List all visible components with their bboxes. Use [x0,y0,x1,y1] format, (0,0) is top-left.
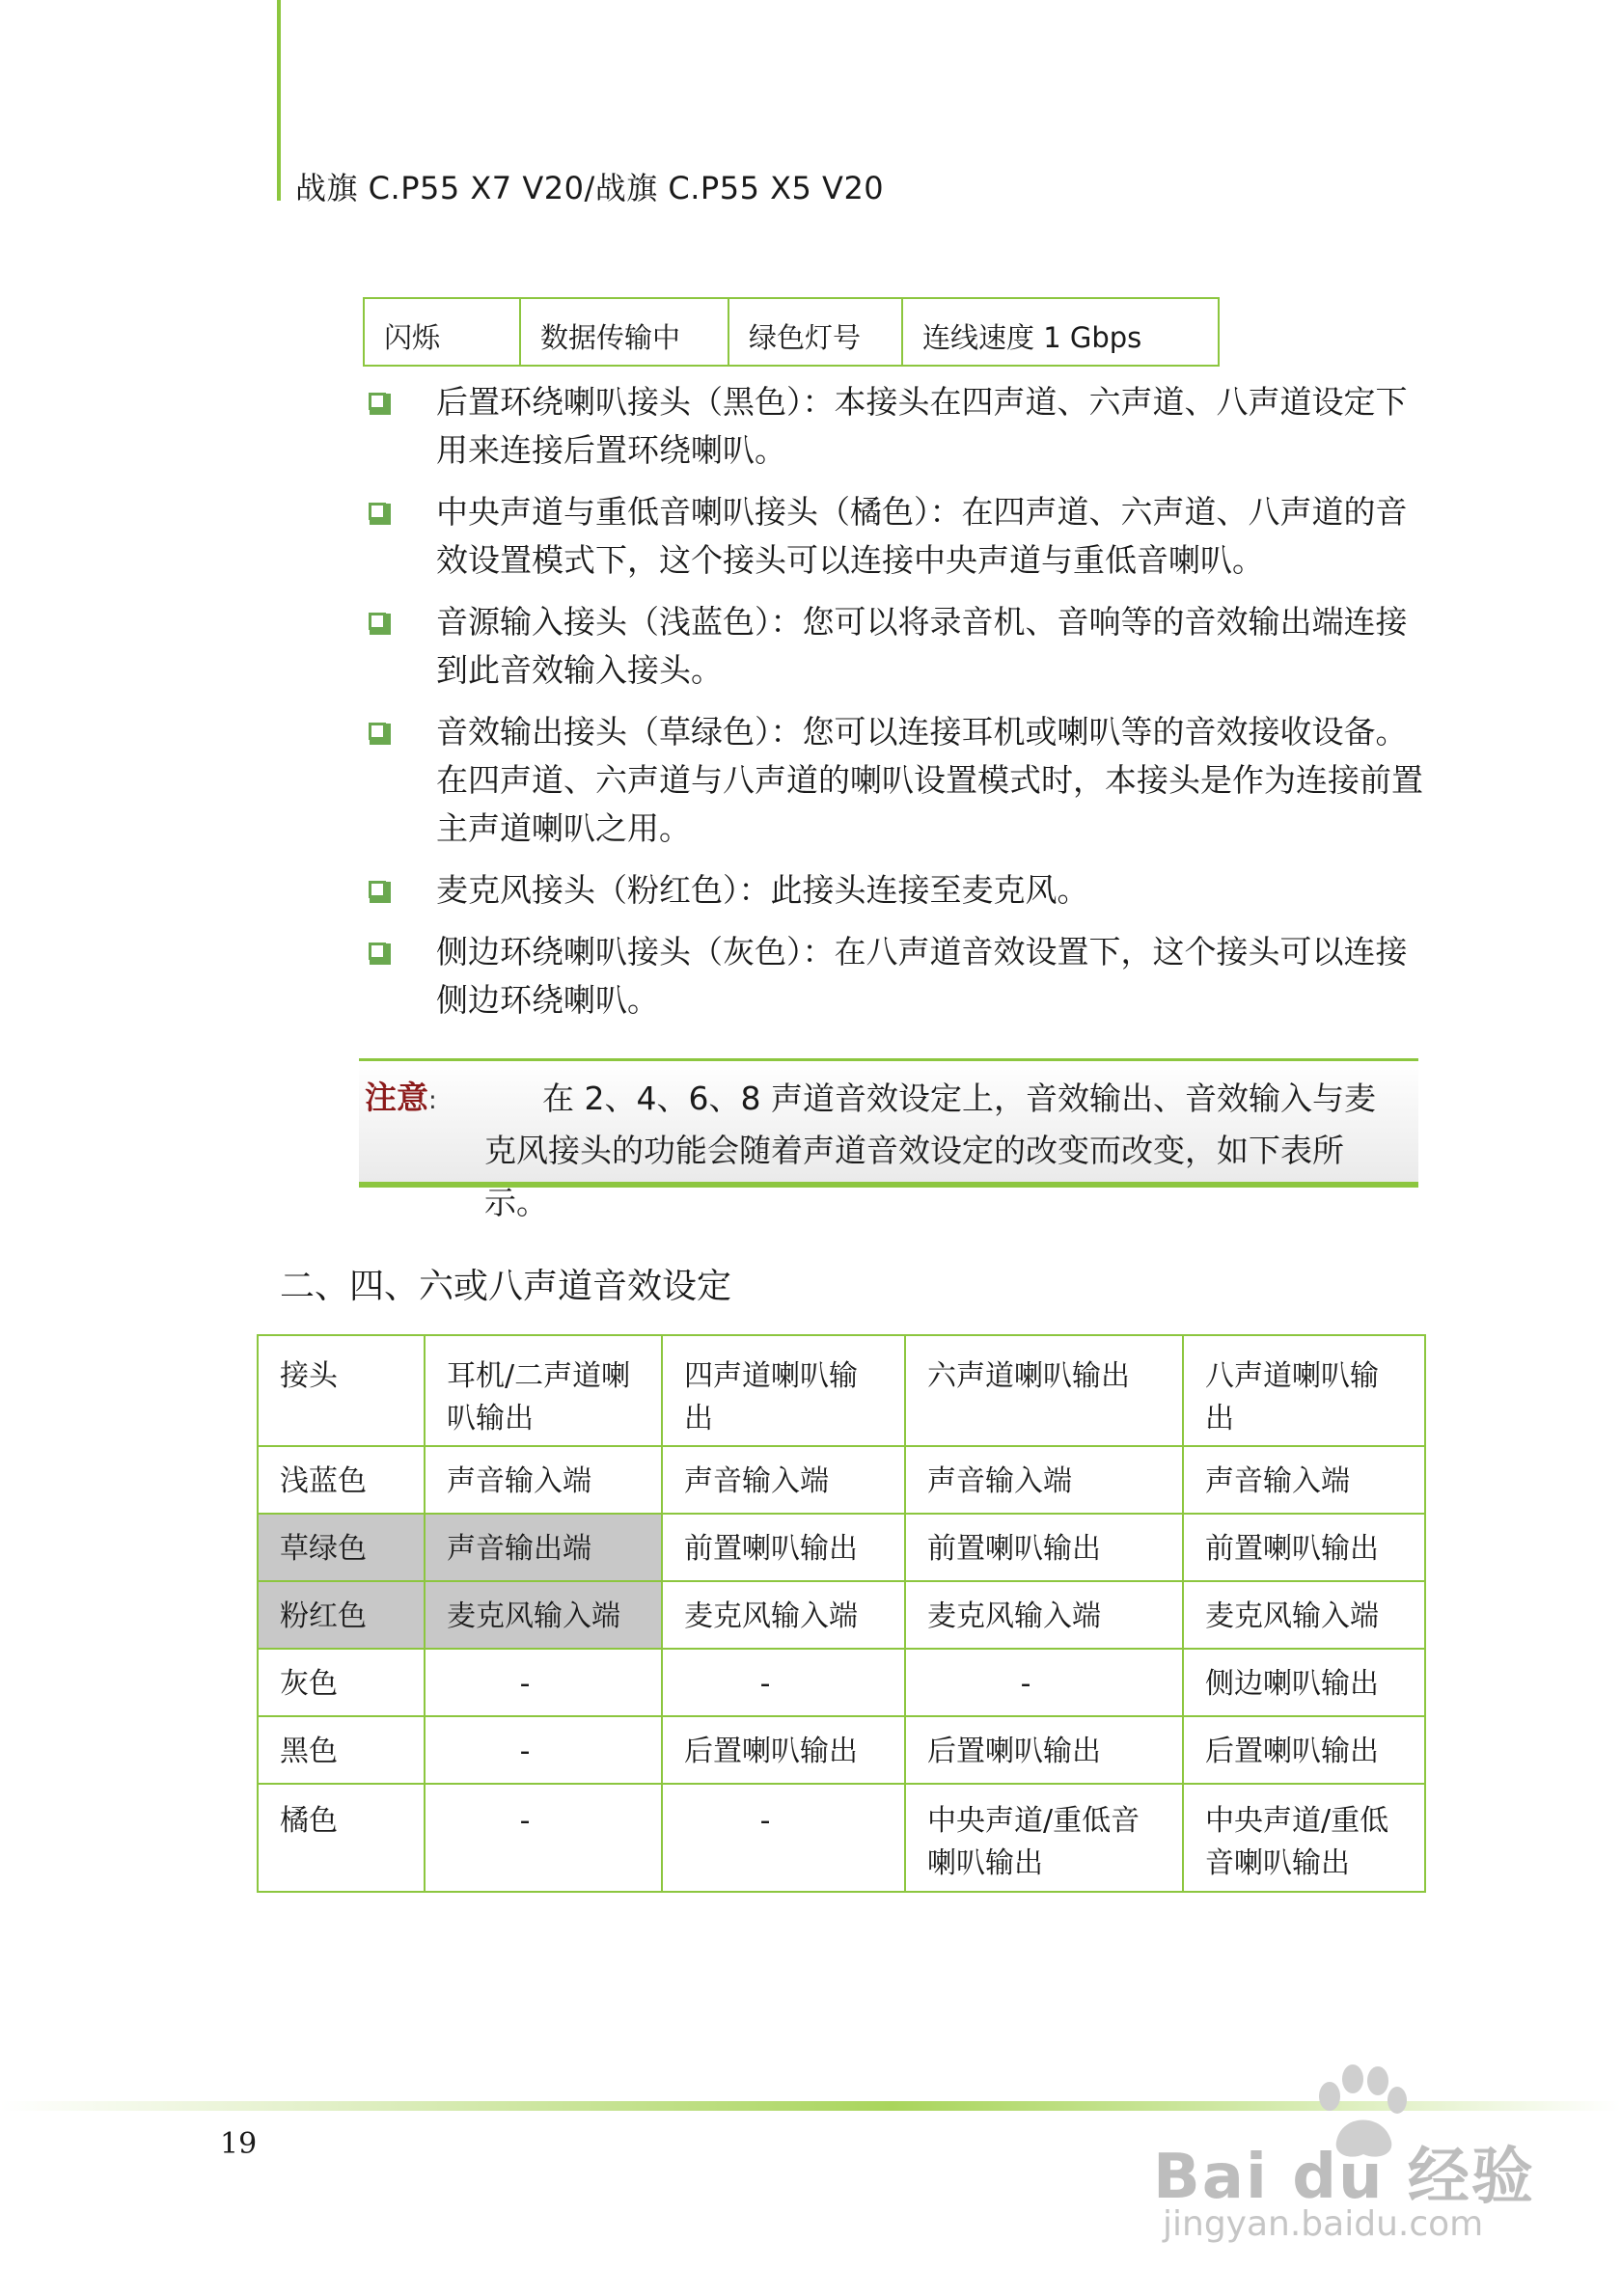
section-title: 二、四、六或八声道音效设定 [280,1267,732,1306]
table-row [364,298,1219,366]
list-item [365,928,1426,1025]
baidu-watermark [1153,2060,1558,2243]
table-row [258,1716,1425,1784]
list-item-text: 后置环绕喇叭接头（黑色）：本接头在四声道、六声道、八声道设定下用来连接后置环绕喇叭。 [436,383,1408,469]
checkbox-bullet-icon [369,393,386,410]
column-header: 接头 [258,1335,425,1446]
list-item-text: 中央声道与重低音喇叭接头（橘色）：在四声道、六声道、八声道的音效设置模式下，这个接头可以连接中央声道与重低音喇叭。 [436,493,1408,579]
table-cell: 声音输入端 [1183,1446,1425,1514]
column-header: 六声道喇叭输出 [905,1335,1183,1446]
jack-description-list [365,378,1426,1038]
table-cell: 中央声道/重低音喇叭输出 [1183,1784,1425,1892]
note-label [365,1073,437,1118]
checkbox-bullet-icon [369,723,386,740]
table-row [258,1514,1425,1581]
table-cell: 麦克风输入端 [1183,1581,1425,1649]
table-cell: 后置喇叭输出 [905,1716,1183,1784]
list-item [365,598,1426,695]
table-cell: 声音输入端 [662,1446,905,1514]
table-cell: 麦克风输入端 [662,1581,905,1649]
checkbox-bullet-icon [369,943,386,960]
table-cell: 数据传输中 [520,298,728,366]
table-cell: 声音输入端 [905,1446,1183,1514]
column-header: 四声道喇叭输出 [662,1335,905,1446]
table-cell: 橘色 [258,1784,425,1892]
table-cell: 前置喇叭输出 [905,1514,1183,1581]
table-header-row [258,1335,1425,1446]
table-cell: 声音输入端 [425,1446,662,1514]
header-accent-rule [277,0,281,201]
table-cell: 浅蓝色 [258,1446,425,1514]
table-cell: - [662,1784,905,1892]
note-text: 在 2、4、6、8 声道音效设定上，音效输出、音效输入与麦克风接头的功能会随着声道音效设定的改变而改变，如下表所示。 [484,1080,1376,1221]
page-number: 19 [220,2127,258,2161]
table-cell: - [662,1649,905,1716]
note-label-text: 注意 [365,1079,428,1116]
table-cell: 连线速度 1 Gbps [902,298,1219,366]
table-cell: 草绿色 [258,1514,425,1581]
table-cell: 前置喇叭输出 [1183,1514,1425,1581]
list-item [365,378,1426,475]
table-row [258,1446,1425,1514]
table-cell: 后置喇叭输出 [1183,1716,1425,1784]
watermark-url: jingyan.baidu.com [1163,2204,1484,2244]
table-cell: 侧边喇叭输出 [1183,1649,1425,1716]
note-box [359,1058,1418,1221]
table-cell: 绿色灯号 [728,298,902,366]
checkbox-bullet-icon [369,503,386,520]
table-cell: - [425,1649,662,1716]
column-header: 八声道喇叭输出 [1183,1335,1425,1446]
table-cell: 黑色 [258,1716,425,1784]
list-item-text: 麦克风接头（粉红色）：此接头连接至麦克风。 [436,871,1089,909]
list-item [365,488,1426,585]
list-item [365,708,1426,853]
table-cell: 后置喇叭输出 [662,1716,905,1784]
column-header: 耳机/二声道喇叭输出 [425,1335,662,1446]
table-row [258,1649,1425,1716]
header-title: 战旗 C.P55 X7 V20/战旗 C.P55 X5 V20 [295,170,885,206]
channel-config-table [257,1334,1426,1893]
table-cell: 前置喇叭输出 [662,1514,905,1581]
table-cell: 声音输出端 [425,1514,662,1581]
table-cell: 灰色 [258,1649,425,1716]
list-item-text: 音效输出接头（草绿色）：您可以连接耳机或喇叭等的音效接收设备。在四声道、六声道与八声道的喇叭设置模式时，本接头是作为连接前置主声道喇叭之用。 [436,713,1423,847]
checkbox-bullet-icon [369,881,386,898]
list-item-text: 侧边环绕喇叭接头（灰色）：在八声道音效设置下，这个接头可以连接侧边环绕喇叭。 [436,933,1408,1019]
list-item [365,866,1426,915]
note-colon: : [428,1086,437,1115]
list-item-text: 音源输入接头（浅蓝色）：您可以将录音机、音响等的音效输出端连接到此音效输入接头。 [436,603,1408,689]
table-cell: 中央声道/重低音喇叭输出 [905,1784,1183,1892]
table-cell: 闪烁 [364,298,520,366]
table-cell: 粉红色 [258,1581,425,1649]
watermark-brand: Bai du 经验 [1153,2142,1535,2213]
table-cell: 麦克风输入端 [425,1581,662,1649]
table-cell: - [905,1649,1183,1716]
network-led-table [363,297,1220,367]
checkbox-bullet-icon [369,613,386,630]
table-cell: - [425,1716,662,1784]
table-cell: - [425,1784,662,1892]
table-row [258,1581,1425,1649]
table-cell: 麦克风输入端 [905,1581,1183,1649]
table-row [258,1784,1425,1892]
